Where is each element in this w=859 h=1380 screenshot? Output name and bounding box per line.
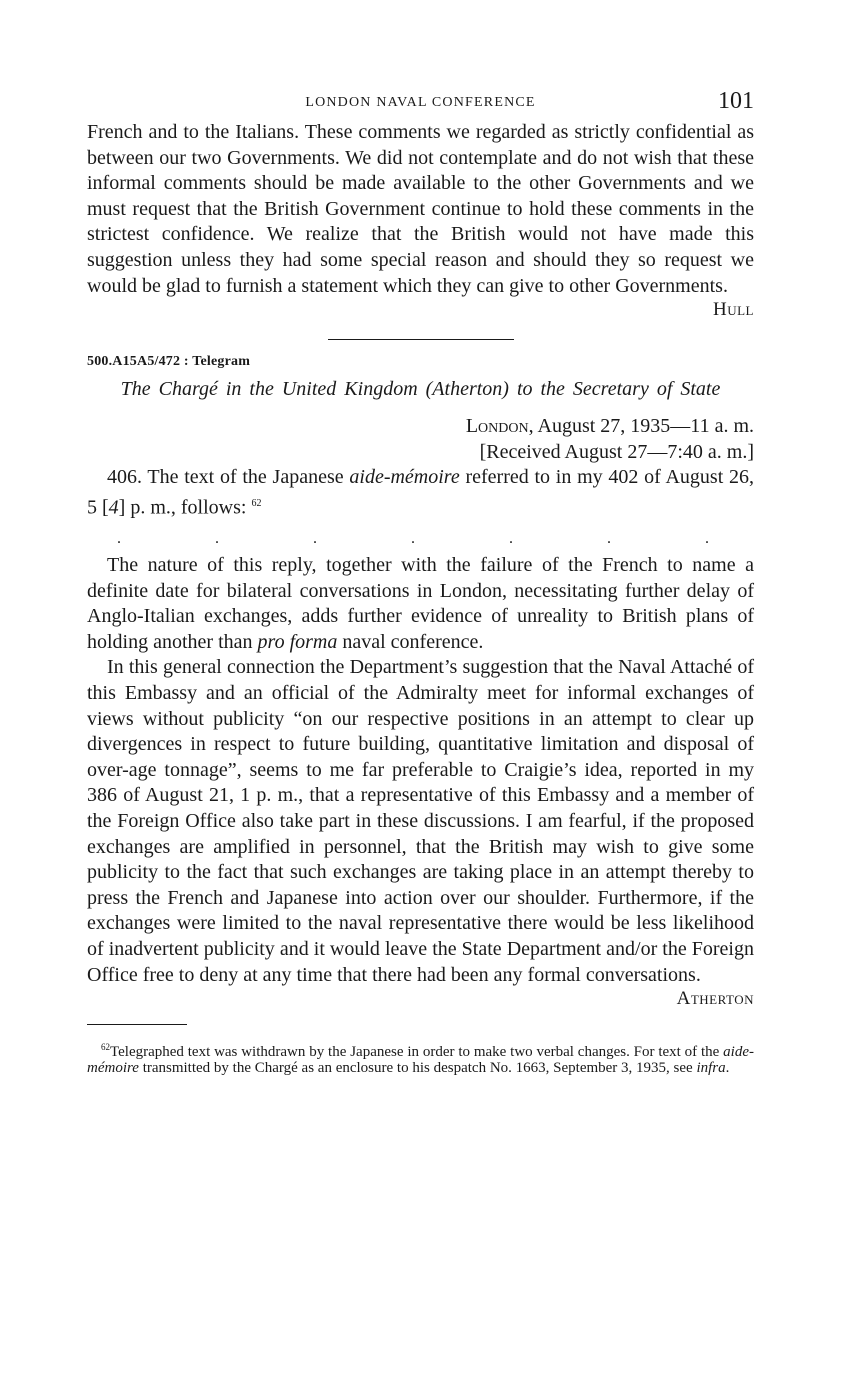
signature-atherton: Atherton (676, 988, 754, 1010)
footnote (87, 1039, 754, 1076)
footnote-text-2: transmitted by the Chargé as an enclosure to his despatch No. 1663, September 3, 1935, see (138, 1060, 697, 1077)
ellipsis-dot: . (117, 530, 121, 547)
running-header (87, 88, 754, 120)
page-number: 101 (718, 88, 754, 114)
ellipsis-dot: . (607, 530, 611, 547)
signature-hull: Hull (713, 299, 754, 321)
section-divider (328, 339, 514, 340)
dateline (87, 414, 754, 465)
opening-correction: 4 (108, 496, 119, 519)
running-title: LONDON NAVAL CONFERENCE (305, 95, 536, 110)
body-paragraph-2 (87, 553, 754, 655)
opening-text-1: 406. The text of the Japanese (107, 466, 350, 489)
file-reference: 500.A15A5/472 : Telegram (87, 354, 251, 370)
opening-text-2: referred to in my 402 of August 26, 5 [ (87, 466, 755, 519)
dateline-place: London (465, 415, 529, 438)
paragraph2-term: pro forma (257, 630, 338, 653)
footnote-divider (87, 1024, 187, 1025)
ellipsis-dot: . (705, 530, 709, 547)
date-received: [Received August 27—7:40 a. m.] (479, 440, 754, 463)
ellipsis-dot: . (215, 530, 219, 547)
footnote-term: aide-mémoire (87, 1044, 754, 1077)
ellipsis-dot: . (411, 530, 415, 547)
opening-paragraph (87, 465, 754, 521)
body-paragraph-3: In this general connection the Department’s suggestion that the Naval Attaché of this Embassy and an official of the Admiralty meet for informal exchanges of views without publicity “on our respective positions in an attempt to clear up divergences in respect to future building, quantitative limitation and disposal of over-age tonnage”, seems to me far preferable to Craigie’s idea, reported in my 386 of August 21, 1 p. m., that a representative of this Embassy and a member of the Foreign Office also take part in these discussions. I am fearful, if the proposed exchanges are amplified in personnel, that the British may wish to give some publicity to the fact that such exchanges are taking place in an attempt thereby to press the French and Japanese into action over our shoulder. Furthermore, if the exchanges were limited to the naval representative there would be less likelihood of inadvertent publicity and it would leave the State Department and/or the Foreign Office free to deny at any time that there had been any formal conversations. (87, 656, 754, 986)
paragraph2-text: The nature of this reply, together with the failure of the French to name a definite date for bilateral conversations in London, necessitating further delay of Anglo-Italian exchanges, adds further evidence of unreality to British plans of holding another than (87, 554, 754, 653)
footnote-number: 62 (101, 1042, 110, 1053)
ellipsis-dot: . (509, 530, 513, 547)
footnote-text-1: Telegraphed text was withdrawn by the Japanese in order to make two verbal changes. For text of the (110, 1044, 724, 1061)
document-page (87, 88, 754, 1091)
continuation-paragraph: French and to the Italians. These comments we regarded as strictly confidential as between our two Governments. We did not contemplate and do not wish that these informal comments should be made available to the other Governments and we must request that the British Government continue to hold these comments in the strictest confidence. We realize that the British would not have made this suggestion unless they had some special reason and should they so request we would be glad to furnish a statement which they can give to other Governments. (87, 121, 754, 297)
opening-text-3: ] p. m., follows: (118, 496, 247, 519)
footnote-reference[interactable]: 62 (251, 497, 262, 509)
omission-ellipsis (87, 525, 754, 553)
ellipsis-dot: . (313, 530, 317, 547)
date-sent (87, 414, 754, 440)
dateline-date: , August 27, 1935—11 a. m. (528, 415, 754, 438)
paragraph2-end: naval conference. (337, 630, 484, 653)
opening-term: aide-mémoire (349, 466, 460, 489)
footnote-text-3: . (725, 1060, 730, 1077)
document-title: The Chargé in the United Kingdom (Atherton) to the Secretary of State (120, 378, 721, 401)
footnote-ref: infra (696, 1060, 726, 1077)
